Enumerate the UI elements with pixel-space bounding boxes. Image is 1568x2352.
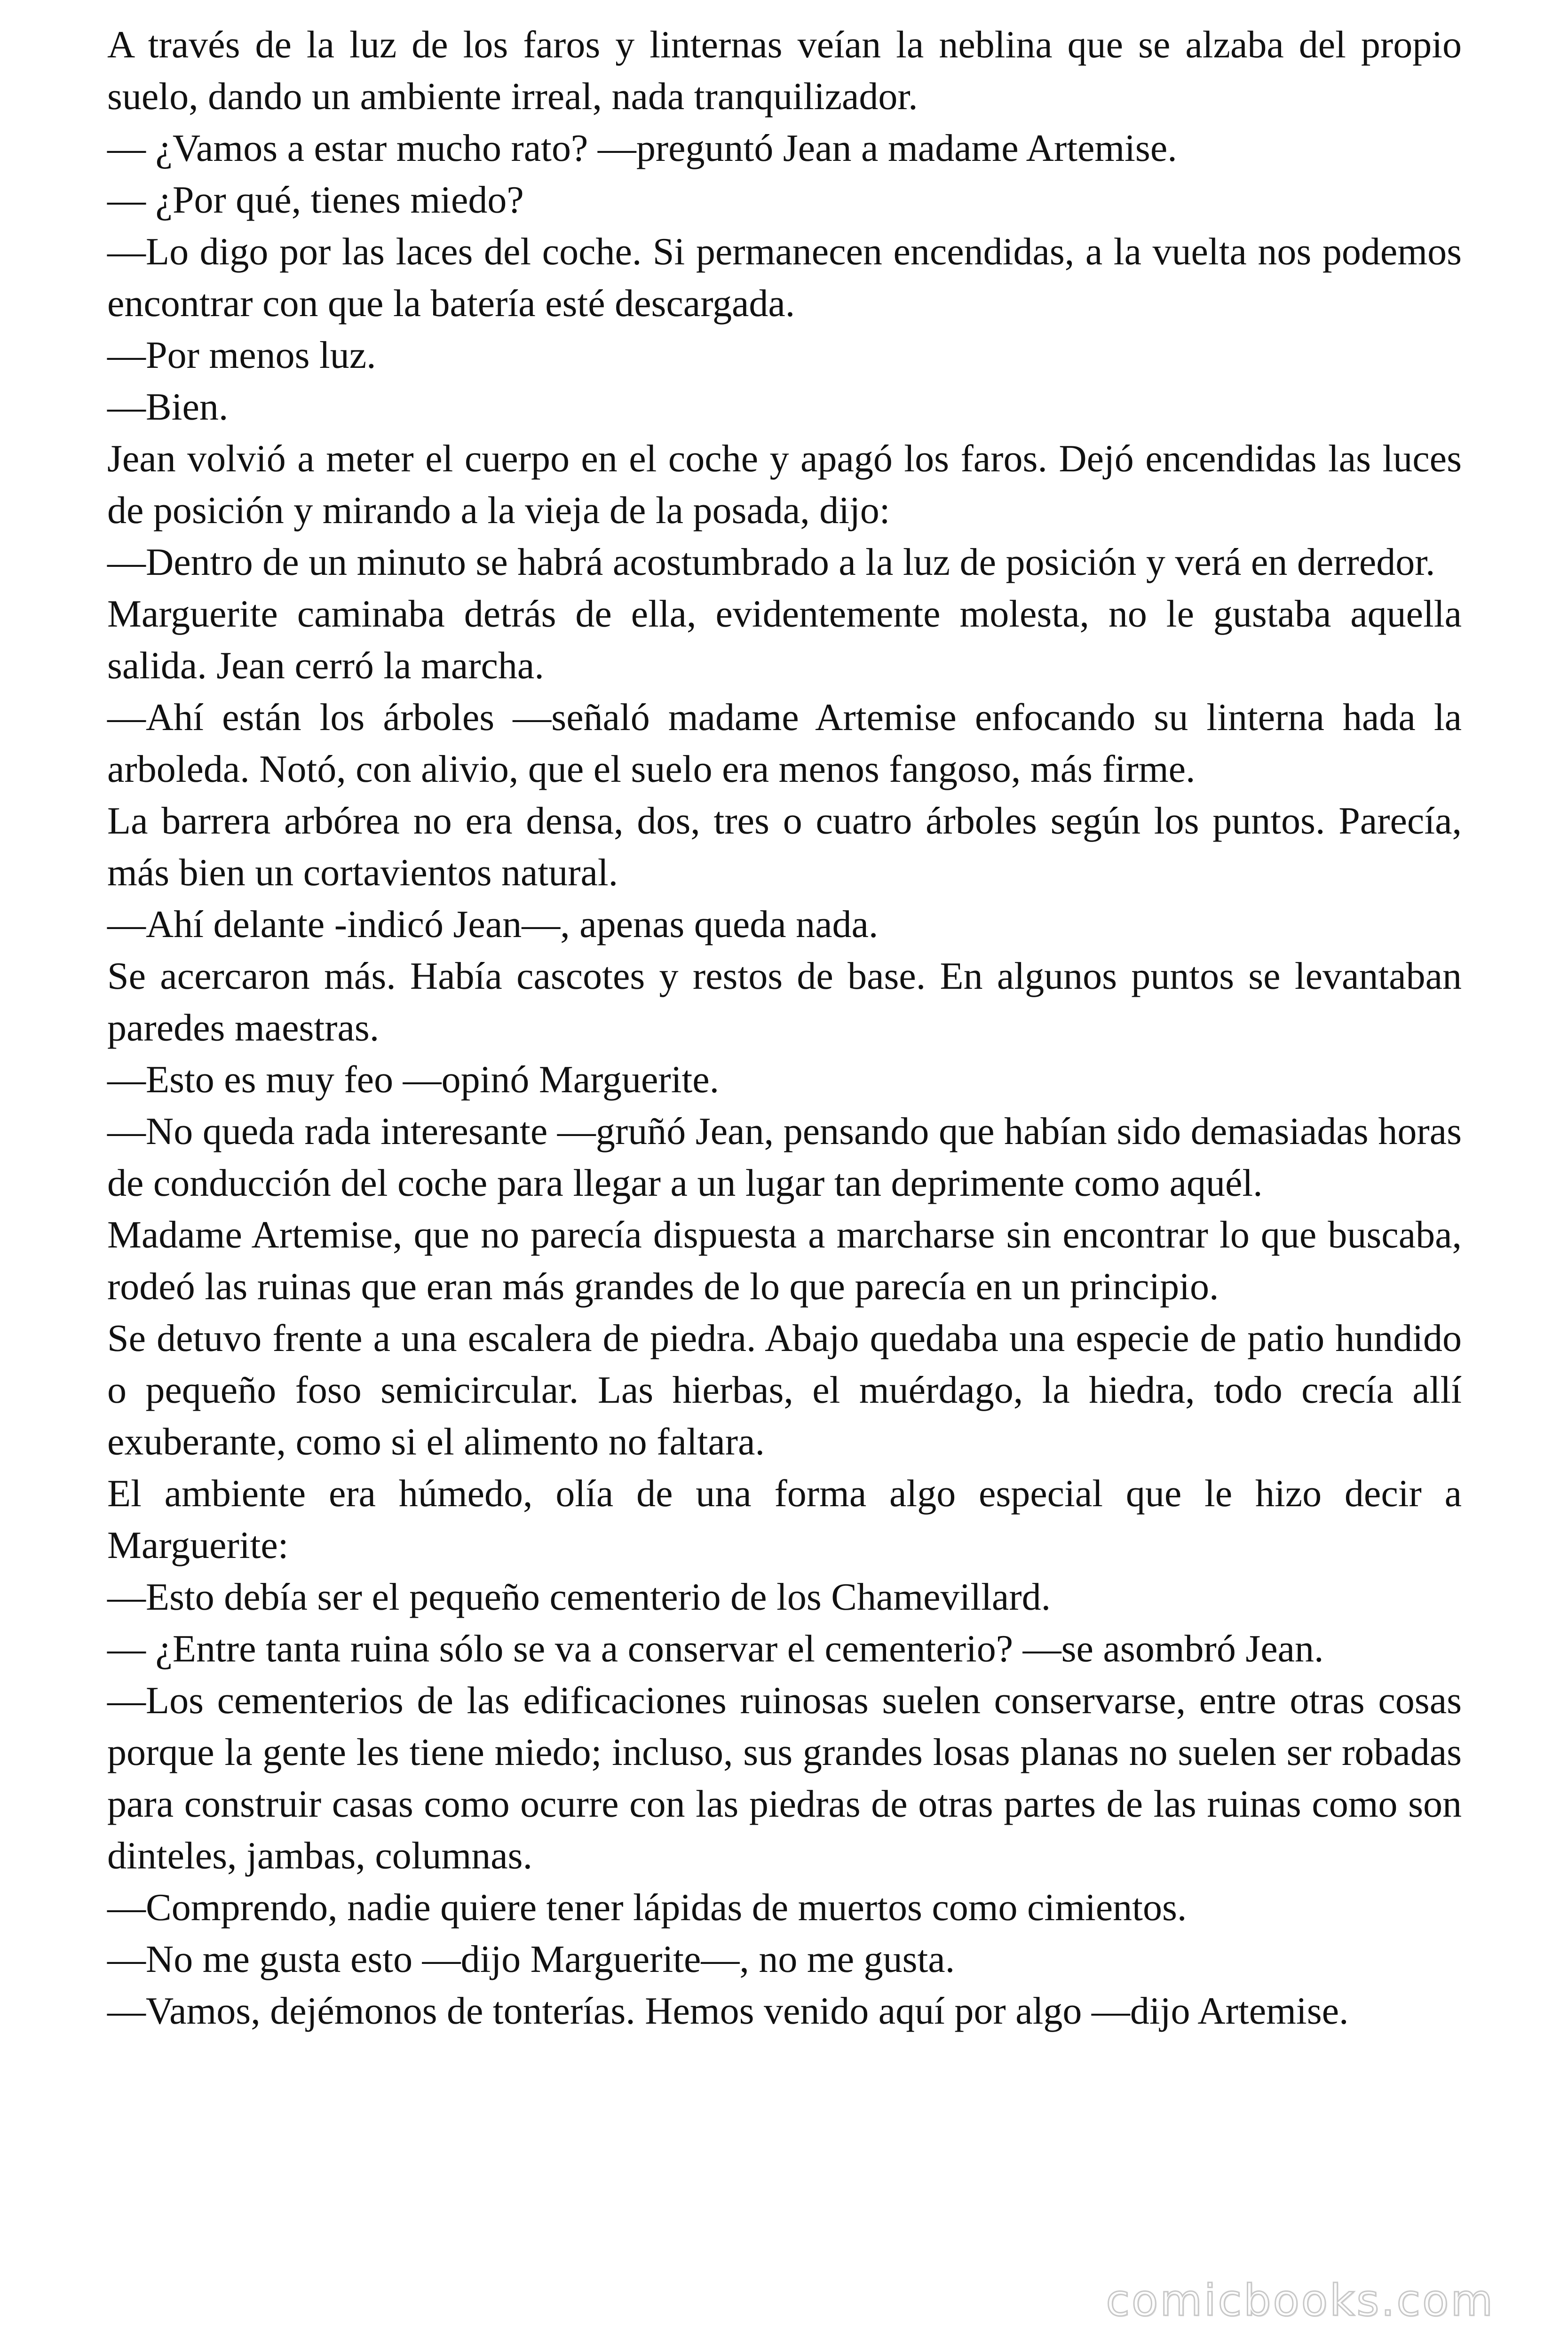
paragraph: Madame Artemise, que no parecía dispuesta a marcharse sin encontrar lo que buscaba, rodeó las ruinas que eran más grandes de lo que parecía en un principio. xyxy=(107,1213,1462,1308)
paragraph: —Ahí están los árboles —señaló madame Artemise enfocando su linterna hada la arboleda. Notó, con alivio, que el suelo era menos fangoso, más firme. xyxy=(107,696,1462,790)
paragraph: Jean volvió a meter el cuerpo en el coche y apagó los faros. Dejó encendidas las luces de posición y mirando a la vieja de la posada, dijo: xyxy=(107,437,1462,532)
paragraph: —Esto debía ser el pequeño cementerio de los Chamevillard. xyxy=(107,1575,1051,1618)
paragraph: —Dentro de un minuto se habrá acostumbrado a la luz de posición y verá en derredor. xyxy=(107,540,1435,583)
paragraph: — ¿Por qué, tienes miedo? xyxy=(107,178,524,221)
paragraph: —No queda rada interesante —gruñó Jean, pensando que habían sido demasiadas horas de conducción del coche para llegar a un lugar tan deprimente como aquél. xyxy=(107,1110,1462,1204)
paragraph: —Vamos, dejémonos de tonterías. Hemos venido aquí por algo —dijo Artemise. xyxy=(107,1989,1349,2032)
paragraph: — ¿Entre tanta ruina sólo se va a conservar el cementerio? —se asombró Jean. xyxy=(107,1627,1324,1670)
paragraph: —No me gusta esto —dijo Marguerite—, no me gusta. xyxy=(107,1938,955,1980)
paragraph: —Por menos luz. xyxy=(107,334,376,376)
paragraph: La barrera arbórea no era densa, dos, tres o cuatro árboles según los puntos. Parecía, más bien un cortavientos natural. xyxy=(107,799,1462,894)
paragraph: —Esto es muy feo —opinó Marguerite. xyxy=(107,1058,720,1101)
paragraph: —Lo digo por las laces del coche. Si permanecen encendidas, a la vuelta nos podemos encontrar con que la batería esté descargada. xyxy=(107,230,1462,325)
paragraph: —Los cementerios de las edificaciones ruinosas suelen conservarse, entre otras cosas porque la gente les tiene miedo; incluso, sus grandes losas planas no suelen ser robadas para construir casas como ocurre con las piedras de otras partes de las ruinas como son dinteles, jambas, columnas. xyxy=(107,1679,1462,1877)
paragraph: Se detuvo frente a una escalera de piedra. Abajo quedaba una especie de patio hundido o pequeño foso semicircular. Las hierbas, el muérdago, la hiedra, todo crecía allí exuberante, como si el alimento no faltara. xyxy=(107,1317,1462,1463)
watermark: comicbooks.com xyxy=(1106,2275,1495,2326)
paragraph: —Comprendo, nadie quiere tener lápidas de muertos como cimientos. xyxy=(107,1886,1187,1929)
paragraph: — ¿Vamos a estar mucho rato? —preguntó Jean a madame Artemise. xyxy=(107,127,1177,169)
document-page xyxy=(107,19,1462,2037)
paragraph: —Bien. xyxy=(107,385,229,428)
paragraph: A través de la luz de los faros y linternas veían la neblina que se alzaba del propio suelo, dando un ambiente irreal, nada tranquilizador. xyxy=(107,23,1462,118)
paragraph: Marguerite caminaba detrás de ella, evidentemente molesta, no le gustaba aquella salida. Jean cerró la marcha. xyxy=(107,592,1462,687)
paragraph: El ambiente era húmedo, olía de una forma algo especial que le hizo decir a Marguerite: xyxy=(107,1472,1462,1566)
paragraph: —Ahí delante -indicó Jean—, apenas queda nada. xyxy=(107,903,879,946)
paragraph: Se acercaron más. Había cascotes y restos de base. En algunos puntos se levantaban paredes maestras. xyxy=(107,954,1462,1049)
